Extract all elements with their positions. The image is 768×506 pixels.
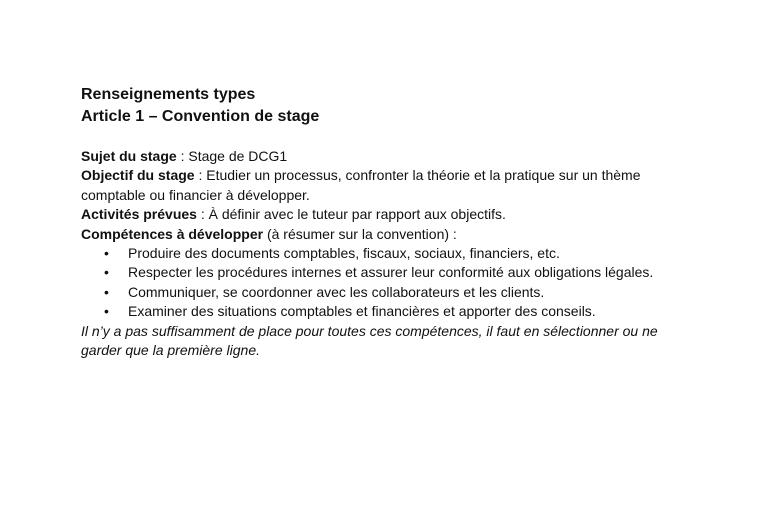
bullet-icon: • (104, 283, 109, 300)
bullet-icon: • (104, 245, 109, 262)
objectif-line (81, 166, 681, 205)
bullet-icon: • (104, 264, 109, 281)
competences-value: (à résumer sur la convention) : (263, 225, 457, 242)
activites-label: Activités prévues (81, 206, 197, 223)
objectif-value: : Etudier un processus, confronter la théorie et la pratique sur un thème comptable ou financier à développer. (81, 167, 641, 203)
sujet-value: : Stage de DCG1 (176, 148, 288, 164)
document-title: Renseignements types (81, 86, 256, 103)
list-item (104, 244, 681, 263)
sujet-label: Sujet du stage (81, 148, 177, 164)
competences-list (81, 244, 681, 322)
list-item-text: Produire des documents comptables, fiscaux, sociaux, financiers, etc. (128, 245, 560, 262)
stage-details (81, 147, 681, 360)
activites-line (81, 205, 681, 224)
list-item (104, 263, 681, 282)
list-item-text: Examiner des situations comptables et financières et apporter des conseils. (128, 303, 596, 320)
list-item (104, 302, 681, 321)
bullet-icon: • (104, 303, 109, 320)
competences-label: Compétences à développer (81, 225, 264, 242)
article-title: Article 1 – Convention de stage (81, 108, 320, 125)
document-page (81, 84, 681, 360)
list-item-text: Respecter les procédures internes et assurer leur conformité aux obligations légales. (128, 264, 654, 281)
activites-value: : À définir avec le tuteur par rapport aux objectifs. (196, 206, 506, 223)
sujet-line (81, 147, 681, 166)
list-item-text: Communiquer, se coordonner avec les collaborateurs et les clients. (128, 283, 545, 300)
objectif-label: Objectif du stage (81, 167, 195, 184)
list-item (104, 283, 681, 302)
italic-note: Il n’y a pas suffisamment de place pour toutes ces compétences, il faut en sélectionner ou ne garder que la première ligne. (81, 322, 658, 359)
competences-line (81, 225, 681, 244)
